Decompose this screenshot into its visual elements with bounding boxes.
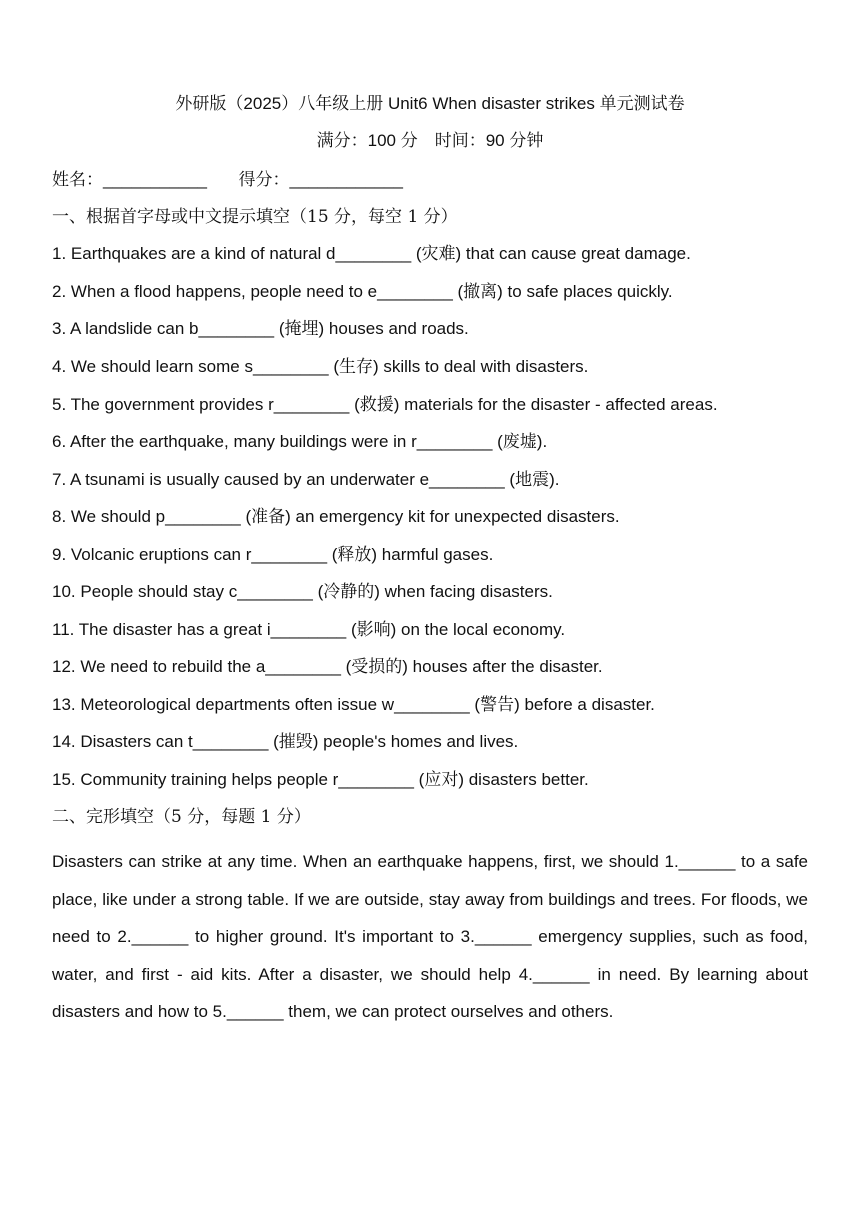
question-item: 4. We should learn some s________ (生存) skills to deal with disasters. — [52, 357, 589, 376]
question-item: 12. We need to rebuild the a________ (受损的) houses after the disaster. — [52, 657, 603, 676]
section1-heading: 一、根据首字母或中文提示填空（15 分，每空 1 分） — [52, 207, 458, 227]
question-item: 14. Disasters can t________ (摧毁) people's homes and lives. — [52, 732, 519, 751]
question-item: 3. A landslide can b________ (掩埋) houses and roads. — [52, 319, 469, 338]
question-item: 10. People should stay c________ (冷静的) when facing disasters. — [52, 582, 553, 601]
question-item: 7. A tsunami is usually caused by an underwater e________ (地震). — [52, 470, 560, 489]
cloze-passage: Disasters can strike at any time. When an earthquake happens, first, we should 1.______ to a safe place, like under a strong table. If we are outside, stay away from buildings and trees. For floods, we need to 2.______ to higher ground. It's important to 3.______ emergency supplies, such as food, water, and first - aid kits. After a disaster, we should help 4.______ in need. By learning about disasters and how to 5.______ them, we can protect ourselves and others. — [52, 852, 808, 1022]
section2-heading: 二、完形填空（5 分，每题 1 分） — [52, 807, 311, 827]
question-item: 5. The government provides r________ (救援) materials for the disaster - affected areas. — [52, 395, 718, 414]
exam-title: 外研版（2025）八年级上册 Unit6 When disaster strikes 单元测试卷 — [175, 94, 685, 113]
score-field-label: 得分：____________ — [238, 170, 403, 189]
question-item: 11. The disaster has a great i________ (影响) on the local economy. — [52, 620, 566, 639]
exam-subtitle: 满分：100 分 时间：90 分钟 — [316, 131, 544, 150]
question-item: 6. After the earthquake, many buildings were in r________ (废墟). — [52, 432, 548, 451]
question-item: 13. Meteorological departments often issue w________ (警告) before a disaster. — [52, 695, 655, 714]
student-info-row — [52, 169, 403, 191]
question-item: 15. Community training helps people r________ (应对) disasters better. — [52, 770, 589, 789]
question-item: 9. Volcanic eruptions can r________ (释放) harmful gases. — [52, 545, 494, 564]
question-item: 1. Earthquakes are a kind of natural d________ (灾难) that can cause great damage. — [52, 244, 691, 263]
question-item: 8. We should p________ (准备) an emergency kit for unexpected disasters. — [52, 507, 620, 526]
name-field-label: 姓名：___________ — [52, 170, 208, 189]
question-item: 2. When a flood happens, people need to e________ (撤离) to safe places quickly. — [52, 282, 673, 301]
